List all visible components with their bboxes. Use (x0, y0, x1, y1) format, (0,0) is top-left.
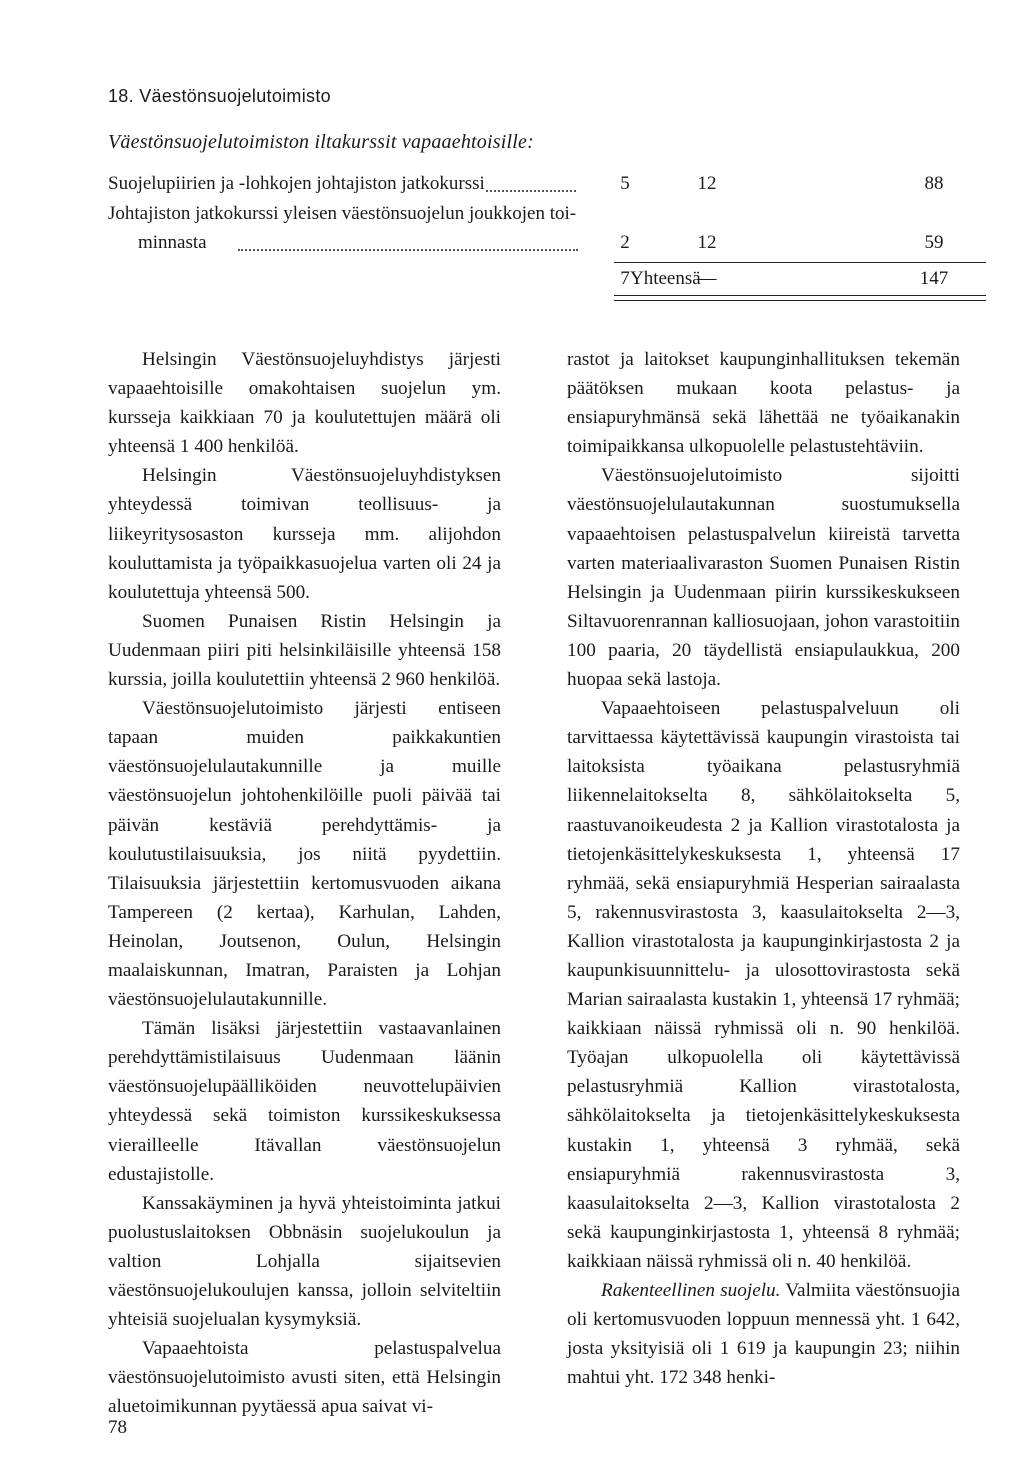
table-row (108, 200, 988, 228)
row-value-2: 12 (697, 232, 717, 253)
row-value-2: 12 (697, 173, 717, 194)
section-title: Väestönsuojelutoimiston iltakurssit vapaaehtoisille: (108, 131, 534, 153)
row-value-1: 2 (620, 232, 630, 253)
paragraph: Vapaaehtoista pelastuspalvelua väestönsuojelutoimisto avusti siten, että Helsingin aluetoimikunnan pyytäessä apua saivat vi- (108, 1338, 501, 1418)
total-value-2: — (697, 268, 717, 289)
row-value-1: 5 (620, 173, 630, 194)
paragraph: Suomen Punaisen Ristin Helsingin ja Uudenmaan piiri piti helsinkiläisille yhteensä 158 kurssia, joilla koulutettiin yhteensä 2 960 henkilöä. (108, 610, 501, 691)
paragraph: Tämän lisäksi järjestettiin vastaavanlainen perehdyttämistilaisuus Uudenmaan läänin väestönsuojelupäälliköiden neuvottelupäivien yhteydessä sekä toimiston kurssikeskuksessa vierailleelle Itävallan väestönsuojelun edustajistolle. (108, 1018, 501, 1185)
paragraph: Helsingin Väestönsuojeluyhdistyksen yhteydessä toimivan teollisuus- ja liikeyritysosaston kursseja mm. alijohdon kouluttamista ja työpaikkasuojelua varten oli 24 ja koulutettuja yhteensä 500. (108, 465, 501, 603)
sum-rule (614, 262, 986, 263)
paragraph (567, 1276, 960, 1392)
row-label-continuation: minnasta (138, 229, 207, 257)
left-column (108, 345, 501, 1421)
paragraph: Väestönsuojelutoimisto sijoitti väestönsuojelulautakunnan suostumuksella vapaaehtoisen pelastuspalvelun kiireistä tarvetta varten materiaalivaraston Suomen Punaisen Ristin Helsingin ja Uudenmaan piirin kurssikeskukseen Siltavuorenrannan kalliosuojaan, johon varastoitiin 100 paaria, 20 täydellistä ensiapulaukkua, 200 huopaa sekä lastoja. (567, 465, 960, 691)
run-in-heading: Rakenteellinen suojelu. (601, 1280, 781, 1301)
row-value-3: 88 (924, 173, 944, 194)
total-value-3: 147 (919, 268, 949, 289)
running-head: 18. Väestönsuojelutoimisto (108, 86, 331, 106)
paragraph: Vapaaehtoiseen pelastuspalveluun oli tarvittaessa käytettävissä kaupungin virastoista tai laitoksista työaikana pelastusryhmiä liikennelaitokselta 8, sähkölaitokselta 5, raastuvanoikeudesta 2 ja Kallion virastotalosta ja tietojenkäsittelykeskuksesta 1, yhteensä 17 ryhmää, sekä ensiapuryhmiä Hesperian sairaalasta 5, rakennusvirastosta 3, kaasulaitokselta 2—3, Kallion virastotalosta ja kaupunginkirjastosta 2 ja kaupunkisuunnittelu- ja ulosottovirastosta sekä Marian sairaalasta kustakin 1, yhteensä 17 ryhmää; kaikkiaan näissä ryhmissä oli n. 90 henkilöä. Työajan ulkopuolella oli käytettävissä pelastusryhmiä Kallion virastotalosta, sähkölaitokselta ja tietojenkäsittelykeskuksesta kustakin 1, yhteensä 3 ryhmää, sekä ensiapuryhmiä rakennusvirastosta 3, kaasulaitokselta 2—3, Kallion virastotalosta 2 sekä kaupunginkirjastosta 1, yhteensä 8 ryhmää; kaikkiaan näissä ryhmissä oli n. 40 henkilöä. (567, 698, 960, 1272)
table-row (108, 170, 988, 198)
leader-dots (238, 229, 578, 251)
page-number: 78 (108, 1417, 127, 1438)
row-value-3: 59 (924, 232, 944, 253)
total-row (108, 265, 988, 293)
paragraph-text: Valmiita väestönsuojia oli kertomusvuoden loppuun mennessä yht. 1 642, josta yksityisiä oli 1 619 ja kaupungin 23; niihin mahtui yht. 172 348 henki- (567, 1280, 960, 1389)
row-label: Suojelupiirien ja -lohkojen johtajiston jatkokurssi (108, 170, 485, 198)
total-value-1: 7 (620, 268, 630, 289)
right-column (567, 345, 960, 1392)
row-label: Johtajiston jatkokurssi yleisen väestönsuojelun joukkojen toi- (108, 200, 576, 228)
table-row-continuation (108, 229, 988, 257)
paragraph: Väestönsuojelutoimisto järjesti entiseen tapaan muiden paikkakuntien väestönsuojelulautakunnille ja muille väestönsuojelun johtohenkilöille puoli päivää tai päivän kestäviä perehdyttämis- ja koulutustilaisuuksia, jos niitä pyydettiin. Tilaisuuksia järjestettiin kertomusvuoden aikana Tampereen (2 kertaa), Karhulan, Lahden, Heinolan, Joutsenon, Oulun, Helsingin maalaiskunnan, Imatran, Paraisten ja Lohjan väestönsuojelulautakunnille. (108, 698, 501, 1011)
paragraph-continuation: rastot ja laitokset kaupunginhallituksen tekemän päätöksen mukaan koota pelastus- ja ensiapuryhmänsä sekä lähettää ne työaikanakin toimipaikkansa ulkopuolelle pelastustehtäviin. (567, 349, 960, 458)
total-label: Yhteensä (630, 265, 701, 293)
paragraph: Helsingin Väestönsuojeluyhdistys järjesti vapaaehtoisille omakohtaisen suojelun ym. kursseja kaikkiaan 70 ja koulutettujen määrä oli yhteensä 1 400 henkilöä. (108, 349, 501, 458)
total-double-rule (614, 295, 986, 301)
paragraph: Kanssakäyminen ja hyvä yhteistoiminta jatkui puolustuslaitoksen Obbnäsin suojelukoulun ja valtion Lohjalla sijaitsevien väestönsuojelukoulujen kanssa, jolloin selviteltiin yhteisiä suojelualan kysymyksiä. (108, 1192, 501, 1331)
